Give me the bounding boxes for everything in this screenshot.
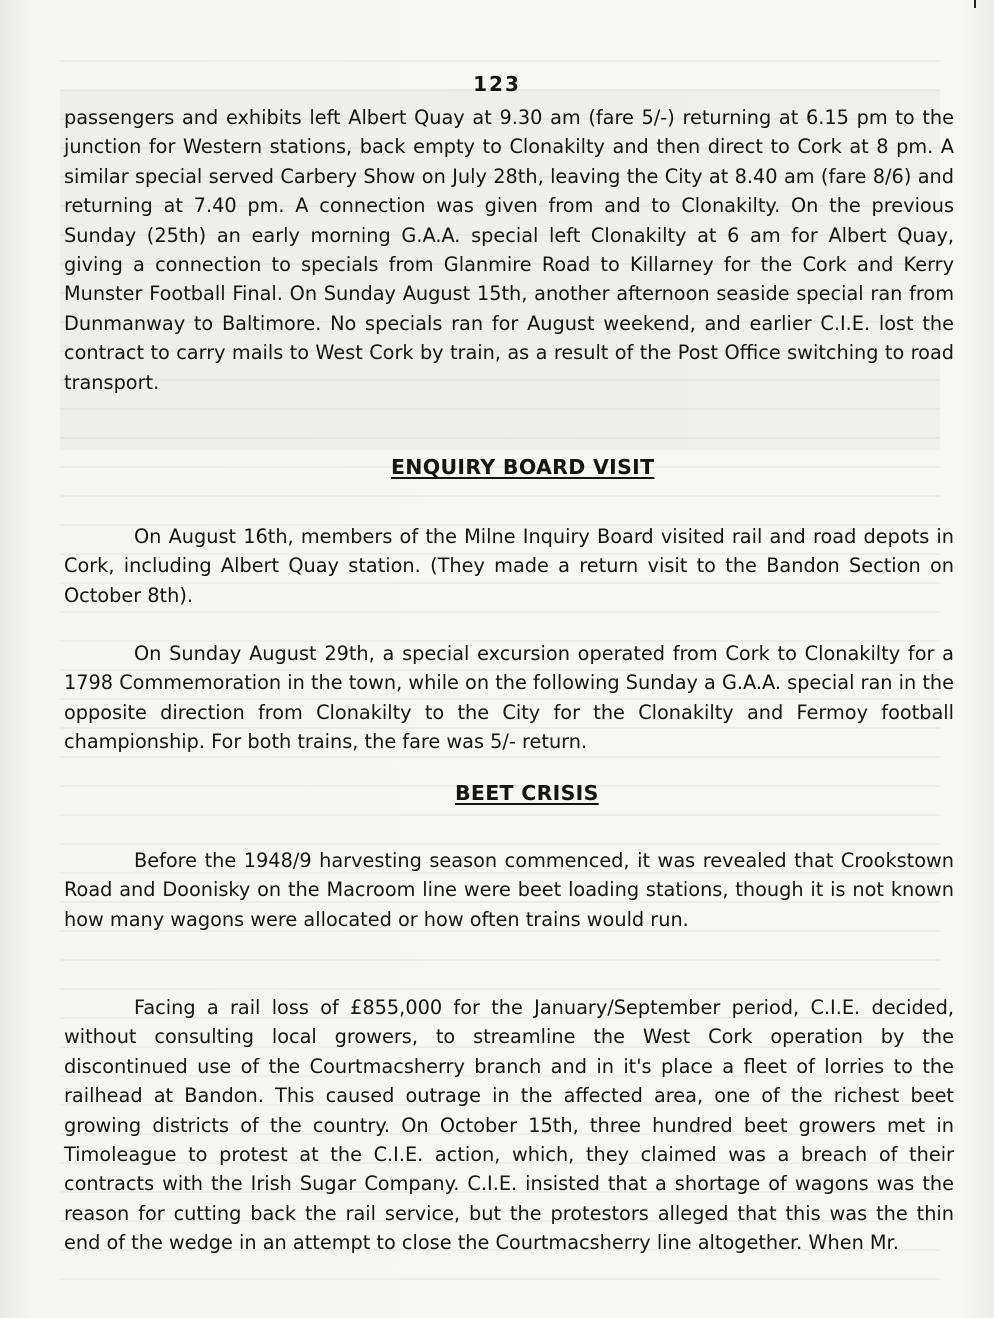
- heading-enquiry-board-visit: ENQUIRY BOARD VISIT: [391, 455, 655, 479]
- page-number: 123: [473, 72, 521, 96]
- paragraph-inquiry-board: On August 16th, members of the Milne Inquiry Board visited rail and road depots in Cork, including Albert Quay station. (They made a return visit to the Bandon Section on October 8th).: [64, 525, 954, 607]
- paragraph-excursions: passengers and exhibits left Albert Quay at 9.30 am (fare 5/-) returning at 6.15 pm to the junction for Western stations, back empty to Clonakilty and then direct to Cork at 8 pm. A similar special served Carbery Show on July 28th, leaving the City at 8.40 am (fare 8/6) and returning at 7.40 pm. A connection was given from and to Clonakilty. On the previous Sunday (25th) an early morning G.A.A. special left Clonakilty at 6 am for Albert Quay, giving a connection to specials from Glanmire Road to Killarney for the Cork and Kerry Munster Football Final. On Sunday August 15th, another afternoon seaside special ran from Dunmanway to Baltimore. No specials ran for August weekend, and earlier C.I.E. lost the contract to carry mails to West Cork by train, as a result of the Post Office switching to road transport.: [64, 106, 954, 394]
- paragraph-rail-loss: Facing a rail loss of £855,000 for the January/September period, C.I.E. decided, without consulting local growers, to streamline the West Cork operation by the discontinued use of the Courtmacsherry branch and in it's place a fleet of lorries to the railhead at Bandon. This caused outrage in the affected area, one of the richest beet growing districts of the country. On October 15th, three hundred beet growers met in Timoleague to protest at the C.I.E. action, which, they claimed was a breach of their contracts with the Irish Sugar Company. C.I.E. insisted that a shortage of wagons was the reason for cutting back the rail service, but the protestors alleged that this was the thin end of the wedge in an attempt to close the Courtmacsherry line altogether. When Mr.: [64, 996, 954, 1255]
- paragraph-commemoration: On Sunday August 29th, a special excursion operated from Cork to Clonakilty for a 1798 Commemoration in the town, while on the following Sunday a G.A.A. special ran in the opposite direction from Clonakilty to the City for the Clonakilty and Fermoy football championship. For both trains, the fare was 5/- return.: [64, 642, 954, 754]
- corner-mark: [974, 0, 976, 8]
- paragraph-harvest-season: Before the 1948/9 harvesting season commenced, it was revealed that Crookstown Road and Doonisky on the Macroom line were beet loading stations, though it is not known how many wagons were allocated or how often trains would run.: [64, 849, 954, 931]
- heading-beet-crisis: BEET CRISIS: [455, 781, 599, 805]
